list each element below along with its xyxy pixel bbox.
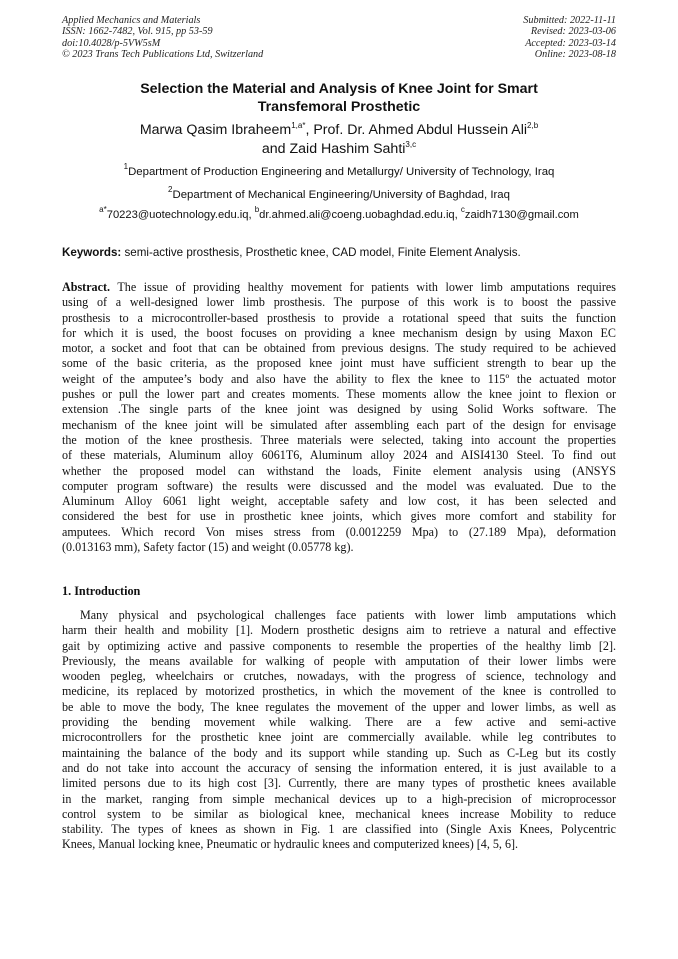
section-heading-introduction: 1. Introduction — [62, 584, 141, 598]
abstract-line: the motion of the knee prosthesis. Three materials were selected, taking into account the properties — [62, 432, 616, 447]
paper-title — [62, 80, 616, 116]
abstract-line: motor, a socket and foot that can be obtained from previous designs. The study required to be achieved — [62, 341, 616, 356]
author-list — [62, 121, 616, 159]
date-accepted: Accepted: 2023-03-14 — [525, 37, 616, 49]
author-1: Marwa Qasim Ibraheem — [139, 122, 292, 138]
abstract-line: considered the best for use in prosthetic knee joints, which gives more comfort and stability for — [62, 509, 616, 524]
affiliation-2-sup: 2 — [168, 185, 173, 194]
affiliation-1-sup: 1 — [123, 162, 129, 171]
email-b: dr.ahmed.ali@coeng.uobaghdad.edu.iq, — [259, 209, 461, 221]
intro-line: microcontrollers for the prosthetic knee joint are commercially available. while leg contributes to — [62, 730, 616, 745]
author-emails — [62, 205, 616, 221]
journal-header — [62, 15, 263, 61]
intro-line: Knees, Manual locking knee, Pneumatic or hydraulic knees and computerized knees) [4, 5, 6]. — [62, 837, 519, 852]
journal-issn: ISSN: 1662-7482, Vol. 915, pp 53-59 — [62, 26, 213, 38]
abstract-line: of these materials, Aluminum alloy 6061T6, Aluminum alloy 2024 and AISI4130 Steel. To find out — [62, 448, 616, 463]
affiliation-1 — [62, 162, 616, 178]
email-a-sup: a* — [99, 205, 107, 214]
abstract-line: computer program software) the results were discussed and the model was evaluated. Due to the — [62, 478, 616, 493]
email-b-sup: b — [254, 205, 260, 214]
abstract-label: Abstract. — [62, 280, 111, 294]
author-2-sup: 2,b — [527, 121, 539, 130]
intro-line: medicine, its replaced by motorized prosthetics, in which the movement of the knee is controlled to — [62, 684, 616, 699]
abstract-line: mechanism of the knee joint will be simulated after assembling each part of the design for envisage — [62, 417, 616, 432]
abstract-line: extension .The single parts of the knee joint was designed by using Solid Works software. The — [62, 402, 616, 417]
intro-line: providing the bending movement while walking. There are a few active and semi-active — [62, 715, 616, 730]
title-line-2: Transfemoral Prosthetic — [257, 99, 421, 115]
abstract — [62, 280, 616, 555]
email-c-sup: c — [460, 205, 465, 214]
keywords — [62, 246, 616, 259]
abstract-line: some of the basic criteria, as the proposed knee joint must have sufficient strength to bear up the — [62, 356, 616, 371]
affiliation-2 — [62, 185, 616, 201]
intro-line: gait by optimizing active and passive components to resemble the properties of the healthy limb [2]. — [62, 638, 616, 653]
introduction-paragraph — [62, 608, 616, 853]
intro-line: maintaining the balance of the body and its support while standing up. Such as C-Leg but its costly — [62, 745, 616, 760]
journal-doi: doi:10.4028/p-5VW5sM — [62, 37, 161, 49]
journal-copyright: © 2023 Trans Tech Publications Ltd, Switzerland — [62, 49, 264, 61]
intro-line: stability. The types of knees as shown in Fig. 1 are classified into (Single Axis Knees, Polycentric — [62, 822, 616, 837]
abstract-line: Aluminum Alloy 6061 light weight, acceptable safety and low cost, it has been selected and — [62, 494, 616, 509]
email-c: zaidh7130@gmail.com — [464, 209, 579, 221]
author-2: , Prof. Dr. Ahmed Abdul Hussein Ali — [305, 122, 528, 138]
author-1-sup: 1,a* — [291, 121, 306, 130]
intro-line: and do not take into account the accuracy of sensing the information entered, it is just available to a — [62, 760, 616, 775]
affiliation-1-text: Department of Production Engineering and Metallurgy/ University of Technology, Iraq — [128, 166, 555, 178]
keywords-label: Keywords: — [62, 246, 122, 259]
intro-line: control system to be similar as biological knee, mechanical knees increase Mobility to reduce — [62, 806, 616, 821]
abstract-first-line: The issue of providing healthy movement for patients with lower limb amputations requires — [110, 280, 616, 294]
intro-line: in the market, ranging from simple mechanical devices up to a high-precision of microprocessor — [62, 791, 616, 806]
author-3-sup: 3,c — [405, 140, 417, 149]
author-3: and Zaid Hashim Sahti — [261, 141, 406, 157]
abstract-line: pushes or pull the lower part and creates moments. These moments allow the knee joint to flexion or — [62, 387, 616, 402]
abstract-line: using of a well-designed lower limb prosthesis. The purpose of this work is to boost the passive — [62, 295, 616, 310]
intro-line: harm their health and mobility [1]. Modern prosthetic designs aim to retrieve a natural and effective — [62, 623, 616, 638]
title-line-1: Selection the Material and Analysis of Knee Joint for Smart — [140, 81, 538, 97]
abstract-line: amputees. Which record Von mises stress from (0.0012259 Mpa) to (27.189 Mpa), deformation — [62, 524, 616, 539]
abstract-line: (0.013163 mm), Safety factor (15) and weight (0.05778 kg). — [62, 540, 354, 555]
date-online: Online: 2023-08-18 — [534, 49, 616, 61]
intro-line: be able to move the body, The knee regulates the movement of the upper and lower limbs, as well as — [62, 699, 616, 714]
journal-name: Applied Mechanics and Materials — [62, 15, 201, 26]
abstract-line: for which it is used, the boost focuses on providing a knee mechanism design by using Maxon EC — [62, 325, 616, 340]
intro-line: Previously, the means available for walking of people with amputation of their lower limbs were — [62, 653, 616, 668]
dates-header — [523, 15, 616, 61]
abstract-line: prosthesis to a microcontroller-based prosthesis to provide a rotational speed that suits the function — [62, 310, 616, 325]
intro-line: limited persons due to its high cost [3]. Currently, there are many types of prosthetic knees available — [62, 776, 616, 791]
abstract-line: whether the proposed model can withstand the loads, Finite element analysis using (ANSYS — [62, 463, 616, 478]
intro-line: Many physical and psychological challenges face patients with lower limb amputations which — [80, 608, 616, 622]
date-submitted: Submitted: 2022-11-11 — [523, 15, 616, 26]
abstract-line: weight of the amputee’s body and also have the ability to flex the knee to 115º the actuated motor — [62, 371, 616, 386]
authors-line-2 — [62, 140, 616, 159]
affiliation-2-text: Department of Mechanical Engineering/University of Baghdad, Iraq — [172, 189, 510, 201]
date-revised: Revised: 2023-03-06 — [530, 26, 616, 38]
keywords-text: semi-active prosthesis, Prosthetic knee, CAD model, Finite Element Analysis. — [121, 246, 521, 259]
abstract-line — [62, 280, 616, 295]
email-a: 70223@uotechnology.edu.iq, — [106, 209, 255, 221]
intro-line: wooden pegleg, wheelchairs or crutches, nowadays, with the progress of science, technology and — [62, 669, 616, 684]
authors-line-1 — [62, 121, 616, 140]
